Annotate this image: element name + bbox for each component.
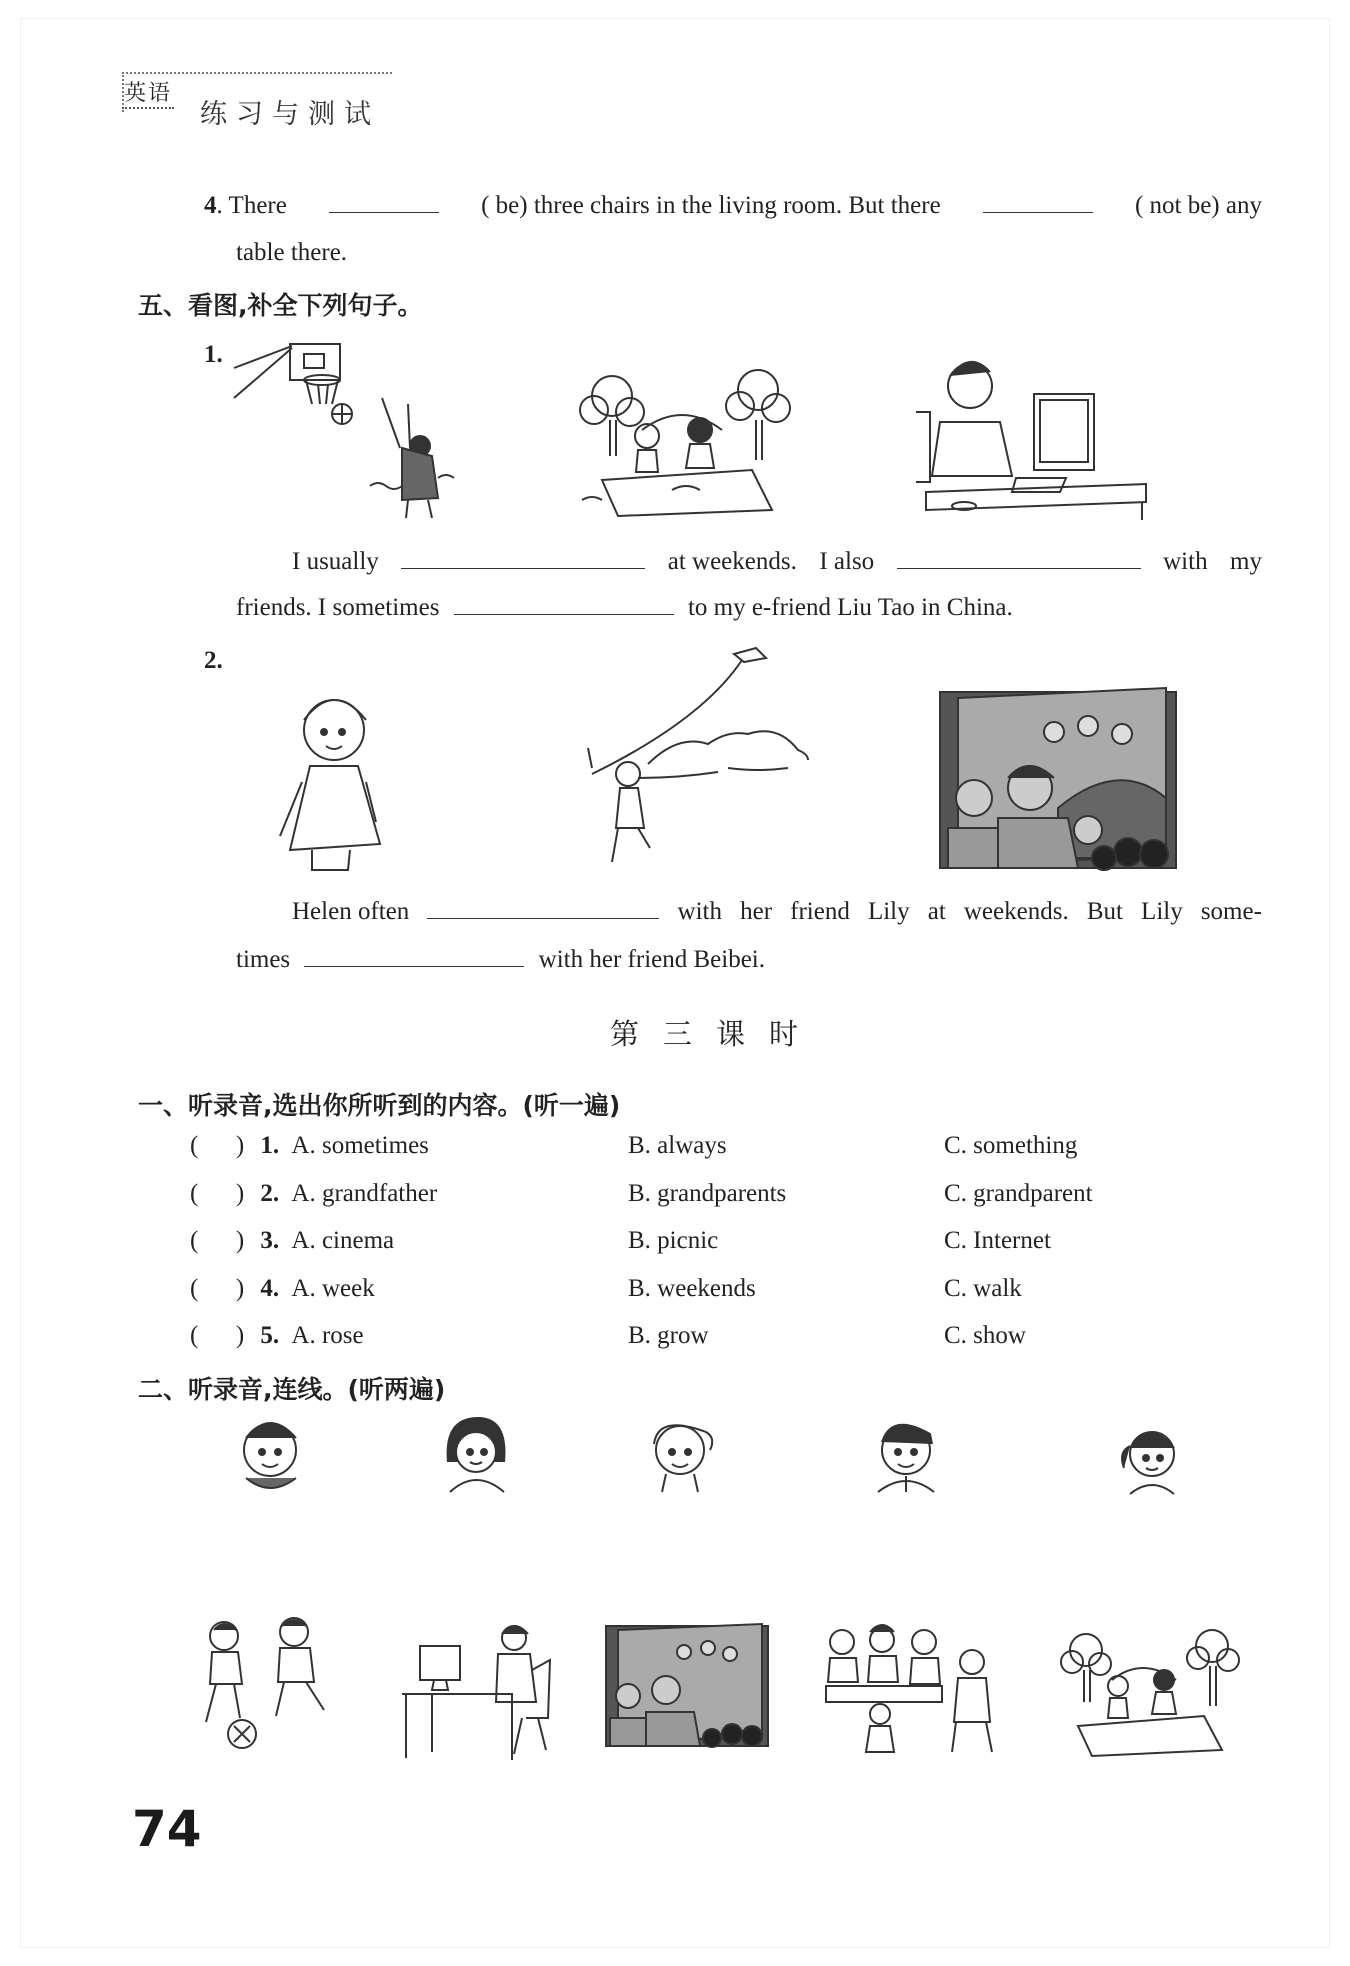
- picnic-small-picture[interactable]: [1052, 1622, 1248, 1763]
- s5-q1-line2: [236, 592, 1013, 623]
- option-a: A. rose: [291, 1322, 364, 1349]
- s5-q1-number-wrap: 1.: [204, 341, 223, 368]
- q4-text-b: ( be) three chairs in the living room. But there: [481, 192, 941, 219]
- answer-bracket[interactable]: ( ): [190, 1132, 245, 1159]
- s5-q1-text-a: I usually: [292, 548, 379, 575]
- s5-q2-number-wrap: 2.: [204, 647, 223, 674]
- s5-q2-number: 2: [204, 647, 217, 674]
- s5-q2-text-j: some-: [1200, 898, 1262, 925]
- s5-q1-text-b: at weekends.: [667, 548, 797, 575]
- listen1-num: 5: [260, 1322, 273, 1349]
- q4-line2: table there.: [236, 239, 348, 266]
- answer-bracket[interactable]: ( ): [190, 1180, 245, 1207]
- header-book-title: 练习与测试: [200, 99, 380, 130]
- option-c: C. Internet: [944, 1227, 1051, 1254]
- s5-q2-blank-2[interactable]: [304, 944, 524, 967]
- basketball-picture: [232, 338, 462, 525]
- listen1-num: 2: [260, 1180, 273, 1207]
- option-c: C. something: [944, 1132, 1078, 1159]
- s5-q2-text-i: Lily: [1141, 898, 1183, 925]
- listen1-row: ( ) 1. A. sometimes: [190, 1132, 429, 1159]
- family-picture[interactable]: [822, 1622, 998, 1761]
- listen1-num: 4: [260, 1275, 273, 1302]
- s5-q2-text-b: with: [677, 898, 722, 925]
- face-girl-ponytail[interactable]: [1116, 1418, 1186, 1501]
- listen1-row: ( ) 4. A. week: [190, 1275, 375, 1302]
- option-a: A. grandfather: [291, 1180, 438, 1207]
- face-boy-1[interactable]: [236, 1414, 306, 1499]
- picnic-picture: [572, 360, 802, 525]
- lesson-title: 第三课时: [610, 1017, 823, 1051]
- q4-text-c: ( not be) any: [1134, 192, 1262, 219]
- option-b: B. grandparents: [628, 1180, 787, 1207]
- s5-q1-text-d: with: [1163, 548, 1208, 575]
- s5-q2-line1: [292, 896, 1262, 926]
- cinema-picture: [938, 688, 1178, 877]
- kite-picture: [578, 648, 808, 875]
- answer-bracket[interactable]: ( ): [190, 1275, 245, 1302]
- q4-number: 4: [204, 192, 217, 219]
- option-b: B. weekends: [628, 1275, 756, 1302]
- listen1-row: ( ) 5. A. rose: [190, 1322, 364, 1349]
- q4-blank-2[interactable]: [983, 190, 1093, 213]
- face-girl-curly[interactable]: [640, 1414, 720, 1499]
- option-a: A. sometimes: [291, 1132, 429, 1159]
- section5-title: 五、看图,补全下列句子。: [138, 291, 423, 320]
- helen-picture: [262, 686, 392, 877]
- s5-q1-text-g: to my e-friend Liu Tao in China.: [687, 594, 1013, 621]
- football-picture[interactable]: [194, 1618, 340, 1755]
- header-subject-tag: 英语: [122, 76, 174, 109]
- s5-q1-blank-1[interactable]: [401, 546, 645, 569]
- s5-q2-blank-1[interactable]: [427, 896, 659, 919]
- option-c: C. grandparent: [944, 1180, 1093, 1207]
- option-c: C. walk: [944, 1275, 1022, 1302]
- s5-q1-number: 1: [204, 341, 217, 368]
- s5-q2-text-a: Helen often: [292, 898, 410, 925]
- face-woman[interactable]: [440, 1414, 510, 1499]
- s5-q2-text-l: with her friend Beibei.: [538, 946, 765, 973]
- s5-q2-text-f: at: [927, 898, 946, 925]
- s5-q2-text-h: But: [1086, 898, 1123, 925]
- listen1-row: ( ) 3. A. cinema: [190, 1227, 395, 1254]
- s5-q2-text-k: times: [236, 946, 291, 973]
- option-b: B. picnic: [628, 1227, 719, 1254]
- option-a: A. cinema: [291, 1227, 395, 1254]
- option-b: B. always: [628, 1132, 727, 1159]
- s5-q1-blank-2[interactable]: [897, 546, 1141, 569]
- listen2-title: 二、听录音,连线。(听两遍): [138, 1375, 446, 1404]
- s5-q2-text-e: Lily: [867, 898, 910, 925]
- computer-picture: [916, 352, 1156, 527]
- s5-q2-text-d: friend: [790, 898, 850, 925]
- listen1-row: ( ) 2. A. grandfather: [190, 1180, 438, 1207]
- s5-q1-text-c: I also: [819, 548, 875, 575]
- header-dotted-line: [122, 72, 392, 74]
- listen1-num: 1: [260, 1132, 273, 1159]
- option-c: C. show: [944, 1322, 1026, 1349]
- s5-q2-text-c: her: [740, 898, 773, 925]
- listen1-title: 一、听录音,选出你所听到的内容。(听一遍): [138, 1091, 621, 1120]
- answer-bracket[interactable]: ( ): [190, 1227, 245, 1254]
- face-boy-2[interactable]: [872, 1414, 942, 1499]
- option-b: B. grow: [628, 1322, 709, 1349]
- q4-text-a: . There: [216, 192, 287, 219]
- cinema-small-picture[interactable]: [604, 1622, 770, 1753]
- s5-q2-text-g: weekends.: [963, 898, 1069, 925]
- s5-q1-line1: [292, 546, 1262, 576]
- answer-bracket[interactable]: ( ): [190, 1322, 245, 1349]
- s5-q2-line2: [236, 944, 765, 975]
- q4-blank-1[interactable]: [329, 190, 439, 213]
- s5-q1-text-e: my: [1230, 548, 1262, 575]
- option-a: A. week: [291, 1275, 375, 1302]
- q4-line1: [204, 190, 1262, 220]
- s5-q1-text-f: friends. I sometimes: [236, 594, 440, 621]
- page-number: 74: [132, 1800, 202, 1858]
- office-picture[interactable]: [402, 1620, 552, 1765]
- listen1-num: 3: [260, 1227, 273, 1254]
- s5-q1-blank-3[interactable]: [454, 592, 674, 615]
- page-header: [122, 70, 392, 130]
